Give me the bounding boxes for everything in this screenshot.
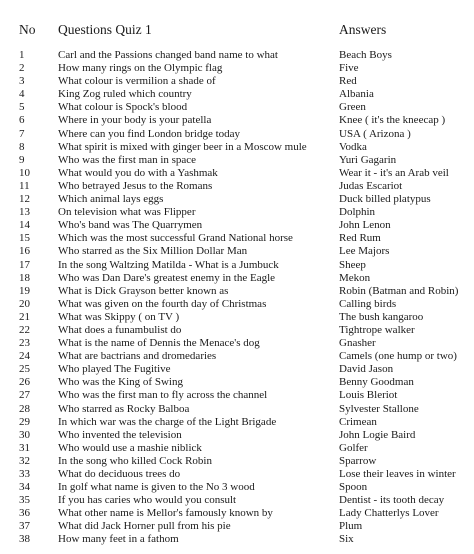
question-number: 24 [19,350,30,363]
question-number: 30 [19,428,30,441]
table-row [0,75,474,88]
question-number: 15 [19,232,30,245]
table-row [0,272,474,285]
question-number: 16 [19,245,30,258]
answer-text: Mekon [339,271,371,284]
table-row [0,167,474,180]
question-text: Which was the most successful Grand National horse [58,232,293,245]
answer-text: John Lenon [339,219,391,232]
question-number: 6 [19,114,25,127]
answer-text: Six [339,533,354,546]
question-number: 35 [19,494,30,507]
question-text: In which war was the charge of the Light Brigade [58,415,277,428]
answer-text: Tightrope walker [339,323,415,336]
question-text: What would you do with a Yashmak [58,166,218,179]
answer-text: Dentist - its tooth decay [339,494,445,507]
answer-text: Lady Chatterlys Lover [339,507,439,520]
question-text: On television what was Flipper [58,206,196,219]
question-number: 33 [19,468,30,480]
question-number: 13 [19,206,30,219]
question-text: Who betrayed Jesus to the Romans [58,179,213,192]
table-row [0,114,474,127]
answer-text: Five [339,62,359,75]
answer-text: Albania [339,88,374,101]
table-row [0,101,474,114]
question-text: Who played The Fugitive [58,363,171,376]
question-text: Who starred as the Six Million Dollar Man [58,245,248,258]
answer-text: Crimean [339,415,377,428]
table-row [0,49,474,62]
question-text: Who would use a mashie niblick [58,441,202,454]
answer-text: Sparrow [339,454,377,467]
answer-text: David Jason [339,363,394,376]
column-header-no: No [19,22,36,37]
table-row [0,416,474,429]
question-text: What do deciduous trees do [58,468,181,480]
table-row [0,350,474,363]
answer-text: Knee ( it's the kneecap ) [339,114,446,127]
question-number: 9 [19,153,25,166]
answer-text: Robin (Batman and Robin) [339,284,459,297]
question-number: 36 [19,507,30,520]
question-text: In the song Waltzing Matilda - What is a Jumbuck [58,258,279,271]
table-row [0,429,474,442]
table-row [0,285,474,298]
answer-text: Calling birds [339,297,397,310]
table-row [0,206,474,219]
table-row [0,324,474,337]
question-text: What are bactrians and dromedaries [58,350,217,363]
question-text: Who was the first man in space [58,153,197,166]
answer-text: Gnasher [339,337,376,350]
answer-text: Green [339,101,366,114]
question-number: 23 [19,337,30,350]
question-number: 20 [19,297,30,310]
question-number: 34 [19,481,30,494]
question-text: Who invented the television [58,428,182,441]
question-number: 12 [19,193,30,206]
answer-text: Benny Goodman [339,376,414,389]
table-row [0,468,474,481]
table-row [0,62,474,75]
question-number: 32 [19,454,30,467]
answer-text: Plum [339,520,363,533]
question-number: 2 [19,62,25,75]
answer-text: Camels (one hump or two) [339,350,457,363]
question-number: 18 [19,271,30,284]
question-text: If you has caries who would you consult [58,494,237,507]
question-text: Carl and the Passions changed band name to what [58,49,278,61]
answer-text: Beach Boys [339,49,392,61]
answer-text: Sylvester Stallone [339,402,419,415]
answer-text: Louis Bleriot [339,389,398,402]
question-number: 19 [19,284,30,297]
table-row [0,533,474,546]
column-header-questions: Questions Quiz 1 [58,22,152,37]
question-text: How many feet in a fathom [58,533,179,546]
table-row [0,298,474,311]
question-number: 21 [19,310,30,323]
table-row [0,245,474,258]
question-text: What does a funambulist do [58,323,182,336]
question-number: 27 [19,389,30,402]
answer-text: Red [339,75,357,88]
table-row [0,154,474,167]
question-text: What was given on the fourth day of Christmas [58,297,267,310]
question-number: 4 [19,88,25,101]
answer-text: USA ( Arizona ) [339,127,411,140]
question-text: Who's band was The Quarrymen [58,219,203,232]
answer-text: Vodka [339,140,367,153]
question-number: 37 [19,520,30,533]
table-header [0,22,474,42]
question-text: What other name is Mellor's famously known by [58,507,273,520]
answer-text: Golfer [339,441,368,454]
question-number: 3 [19,75,25,88]
question-number: 25 [19,363,30,376]
question-text: Who was the first man to fly across the channel [58,389,268,402]
question-text: How many rings on the Olympic flag [58,62,223,75]
answer-text: Judas Escariot [339,179,403,192]
question-number: 11 [19,179,30,192]
table-row [0,259,474,272]
table-row [0,403,474,416]
question-number: 17 [19,258,30,271]
table-row [0,128,474,141]
answer-text: Wear it - it's an Arab veil [339,166,449,179]
table-row [0,337,474,350]
table-row [0,389,474,402]
table-row [0,180,474,193]
question-number: 38 [19,533,30,546]
table-row [0,232,474,245]
question-number: 22 [19,323,30,336]
answer-text: Dolphin [339,206,376,219]
table-row [0,311,474,324]
question-text: Who was the King of Swing [58,376,183,389]
question-number: 14 [19,219,30,232]
answer-text: John Logie Baird [339,428,416,441]
table-row [0,141,474,154]
question-number: 31 [19,441,30,454]
question-number: 1 [19,49,25,61]
question-text: King Zog ruled which country [58,88,192,101]
table-row [0,442,474,455]
table-row [0,193,474,206]
question-text: Where can you find London bridge today [58,127,241,140]
question-text: What was Skippy ( on TV ) [58,310,180,323]
question-number: 10 [19,166,30,179]
table-row [0,520,474,533]
answer-text: Sheep [339,258,366,271]
answer-text: Duck billed platypus [339,193,431,206]
table-row [0,88,474,101]
question-text: Who was Dan Dare's greatest enemy in the Eagle [58,271,276,284]
question-text: What colour is Spock's blood [58,101,188,114]
answer-text: Spoon [339,481,368,494]
question-number: 8 [19,140,25,153]
table-row [0,376,474,389]
question-text: In golf what name is given to the No 3 wood [58,481,255,494]
question-text: What is the name of Dennis the Menace's dog [58,337,260,350]
question-text: Where in your body is your patella [58,114,212,127]
answer-text: Lee Majors [339,245,390,258]
question-text: What is Dick Grayson better known as [58,284,229,297]
table-row [0,481,474,494]
question-text: What did Jack Horner pull from his pie [58,520,231,533]
answer-text: Yuri Gagarin [339,153,397,166]
question-text: What spirit is mixed with ginger beer in a Moscow mule [58,140,307,153]
table-row [0,455,474,468]
question-text: What colour is vermilion a shade of [58,75,216,88]
table-row [0,363,474,376]
answer-text: Red Rum [339,232,381,245]
answer-text: Lose their leaves in winter [339,468,456,480]
table-row [0,494,474,507]
column-header-answers: Answers [339,22,387,37]
question-number: 29 [19,415,30,428]
question-text: In the song who killed Cock Robin [58,454,212,467]
question-number: 26 [19,376,30,389]
table-row [0,219,474,232]
question-number: 5 [19,101,25,114]
question-text: Which animal lays eggs [58,193,164,206]
question-number: 28 [19,402,30,415]
answer-text: The bush kangaroo [339,310,424,323]
table-row [0,507,474,520]
question-text: Who starred as Rocky Balboa [58,402,190,415]
quiz-table-body [0,49,474,547]
question-number: 7 [19,127,25,140]
